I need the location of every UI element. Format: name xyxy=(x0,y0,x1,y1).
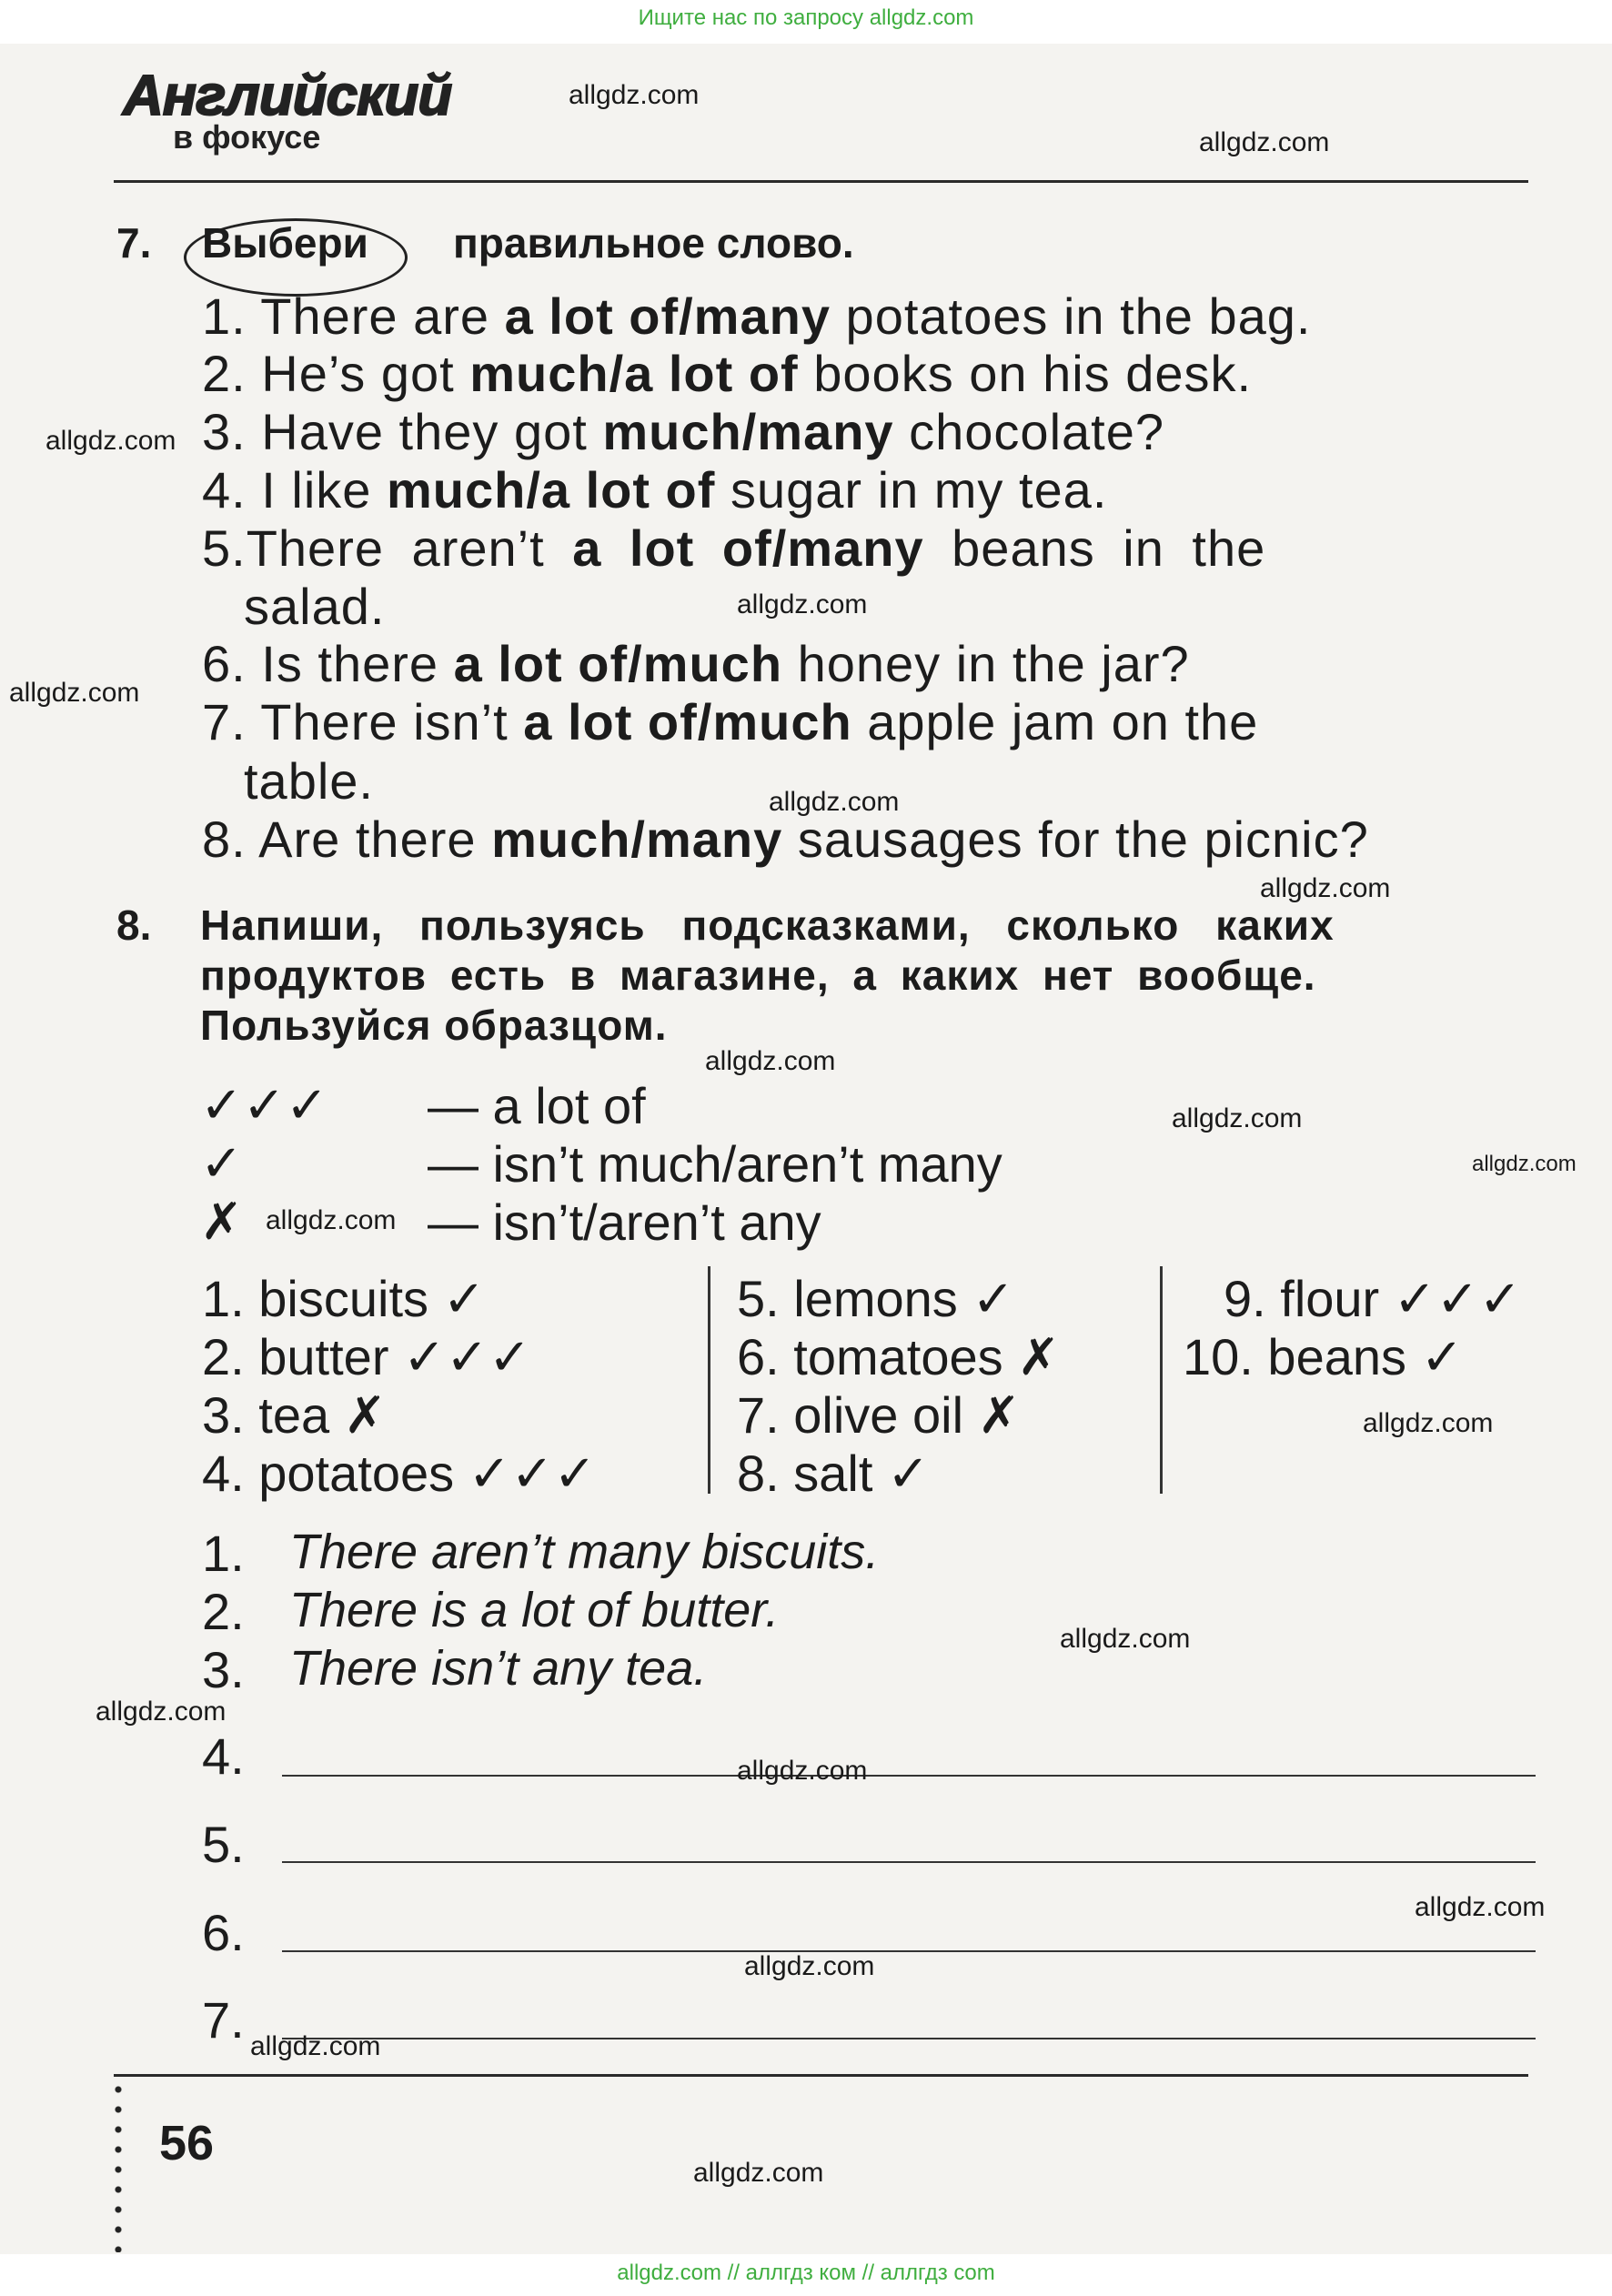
answer-sentence: There is a lot of butter. xyxy=(289,1583,780,1637)
answer-number: 3. xyxy=(202,1641,245,1698)
column-divider xyxy=(1160,1266,1163,1494)
watermark: allgdz.com xyxy=(1472,1152,1577,1176)
watermark: allgdz.com xyxy=(769,787,900,817)
writing-line[interactable] xyxy=(282,1861,1536,1863)
task7-title-circled: Выбери xyxy=(202,219,368,267)
task7-line: 7. There isn’t a lot of/much apple jam on the xyxy=(202,693,1259,750)
top-search-link[interactable]: Ищите нас по запросу allgdz.com xyxy=(638,5,974,30)
bottom-links[interactable]: allgdz.com // аллгдз ком // аллгдз com xyxy=(617,2261,995,2285)
answer-number: 1. xyxy=(202,1525,245,1582)
product-item: 4. potatoes ✓✓✓ xyxy=(202,1445,597,1504)
watermark: allgdz.com xyxy=(1363,1408,1494,1438)
watermark: allgdz.com xyxy=(737,589,868,619)
watermark: allgdz.com xyxy=(96,1697,227,1727)
watermark: allgdz.com xyxy=(705,1046,836,1076)
task8-number: 8. xyxy=(116,901,152,949)
watermark: allgdz.com xyxy=(1060,1624,1191,1654)
watermark: allgdz.com xyxy=(737,1756,868,1786)
key-text: — isn’t/aren’t any xyxy=(428,1193,821,1251)
watermark: allgdz.com xyxy=(1172,1103,1303,1133)
product-item: 9. flour ✓✓✓ xyxy=(1224,1270,1522,1329)
task8-instruction-line: Пользуйся образцом. xyxy=(200,1002,668,1049)
watermark: allgdz.com xyxy=(45,426,176,456)
blank-number: 5. xyxy=(202,1816,245,1873)
book-logo-subtitle: в фокусе xyxy=(173,118,321,156)
key-symbol: ✓ xyxy=(200,1134,243,1193)
watermark: allgdz.com xyxy=(1415,1892,1546,1922)
book-logo-title: Английский xyxy=(123,65,452,127)
blank-number: 6. xyxy=(202,1904,245,1961)
product-item: 8. salt ✓ xyxy=(737,1445,930,1504)
task7-number: 7. xyxy=(116,219,152,267)
key-text: — a lot of xyxy=(428,1077,646,1134)
task7-line: 4. I like much/a lot of sugar in my tea. xyxy=(202,461,1108,519)
writing-line[interactable] xyxy=(282,1950,1536,1952)
task7-line-continued: salad. xyxy=(244,578,386,635)
writing-line[interactable] xyxy=(282,1775,1536,1777)
product-item: 2. butter ✓✓✓ xyxy=(202,1328,531,1387)
task7-title: правильное слово. xyxy=(453,219,854,267)
blank-number: 4. xyxy=(202,1727,245,1785)
task7-line: 1. There are a lot of/many potatoes in the bag. xyxy=(202,287,1312,345)
task7-line: 3. Have they got much/many chocolate? xyxy=(202,403,1165,460)
answer-sentence: There aren’t many biscuits. xyxy=(289,1525,880,1579)
answer-sentence: There isn’t any tea. xyxy=(289,1641,708,1696)
writing-line[interactable] xyxy=(282,2038,1536,2039)
product-item: 10. beans ✓ xyxy=(1183,1328,1464,1387)
footer-rule xyxy=(114,2074,1528,2077)
watermark: allgdz.com xyxy=(569,80,700,110)
column-divider xyxy=(708,1266,710,1494)
task7-line: 5.There aren’t a lot of/many beans in the xyxy=(202,519,1266,577)
header-rule xyxy=(114,180,1528,183)
product-item: 7. olive oil ✗ xyxy=(737,1386,1021,1445)
answer-number: 2. xyxy=(202,1583,245,1640)
task7-line: 8. Are there much/many sausages for the picnic? xyxy=(202,811,1369,868)
watermark: allgdz.com xyxy=(1260,873,1391,903)
watermark: allgdz.com xyxy=(1199,127,1330,157)
task7-line: 2. He’s got much/a lot of books on his desk. xyxy=(202,345,1253,402)
product-item: 1. biscuits ✓ xyxy=(202,1270,486,1329)
task7-line-continued: table. xyxy=(244,752,374,810)
key-symbol: ✗ xyxy=(200,1193,243,1252)
page-edge-dots xyxy=(115,2079,122,2252)
key-text: — isn’t much/aren’t many xyxy=(428,1135,1002,1193)
blank-number: 7. xyxy=(202,1991,245,2049)
product-item: 3. tea ✗ xyxy=(202,1386,387,1445)
task8-instruction-line: Напиши, пользуясь подсказками, сколько каких xyxy=(200,901,1335,949)
key-symbol: ✓✓✓ xyxy=(200,1076,328,1135)
watermark: allgdz.com xyxy=(744,1951,875,1981)
page-number: 56 xyxy=(159,2116,215,2170)
task8-instruction-line: продуктов есть в магазине, а каких нет вообще. xyxy=(200,952,1316,999)
product-item: 6. tomatoes ✗ xyxy=(737,1328,1061,1387)
task7-line: 6. Is there a lot of/much honey in the jar? xyxy=(202,635,1190,692)
product-item: 5. lemons ✓ xyxy=(737,1270,1015,1329)
watermark: allgdz.com xyxy=(250,2031,381,2061)
watermark: allgdz.com xyxy=(9,678,140,708)
watermark: allgdz.com xyxy=(693,2158,824,2188)
watermark: allgdz.com xyxy=(266,1205,397,1235)
